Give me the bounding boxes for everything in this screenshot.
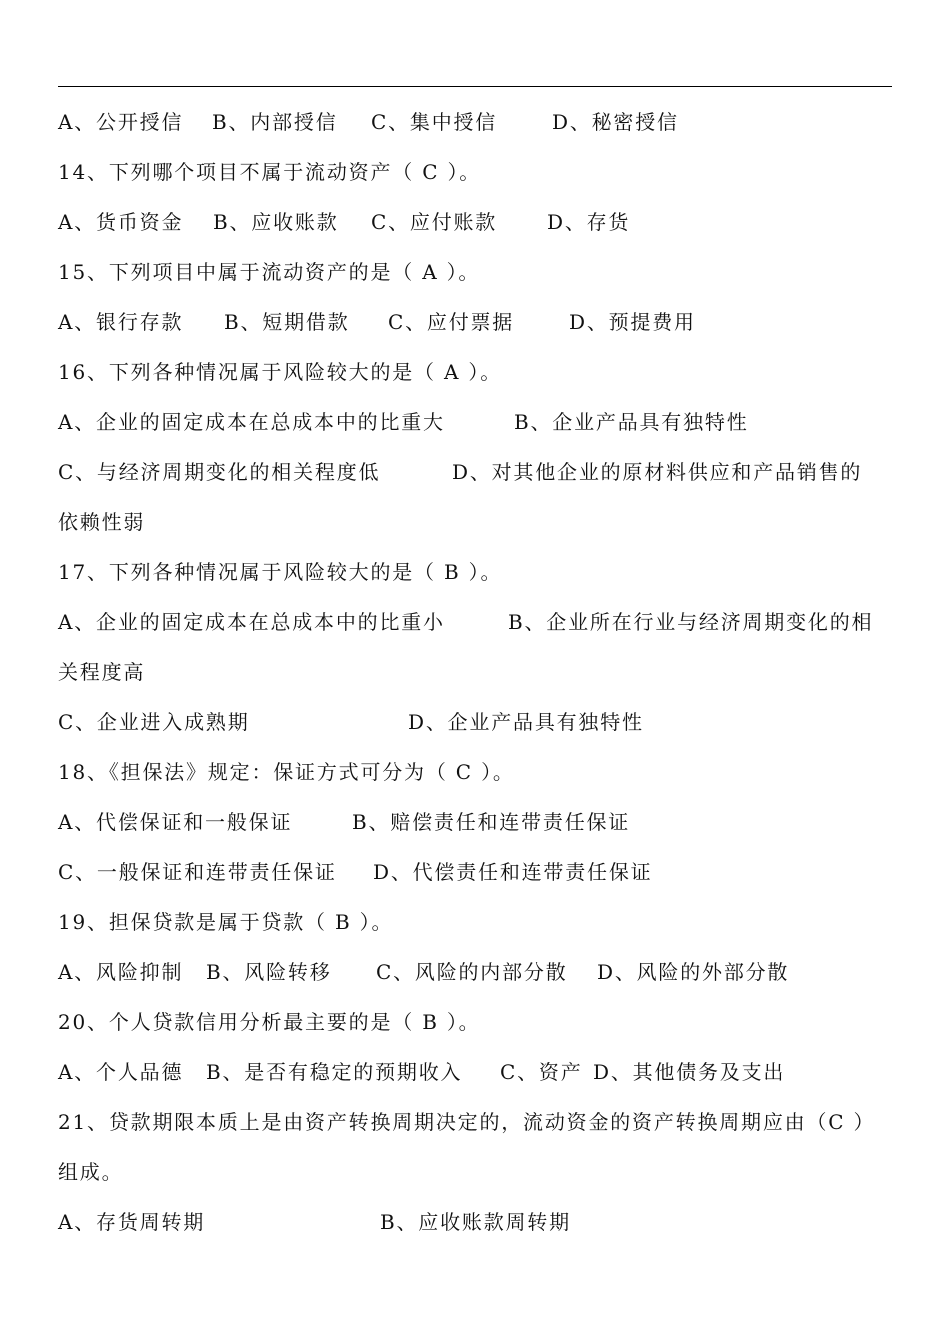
option-line xyxy=(58,1197,892,1247)
answer-option: C、风险的内部分散 xyxy=(376,960,568,984)
answer-option: A、个人品德 xyxy=(58,1060,184,1084)
header-rule xyxy=(58,86,892,87)
answer-option: D、代偿责任和连带责任保证 xyxy=(373,860,653,884)
question-text-line: 依赖性弱 xyxy=(58,510,146,534)
option-line xyxy=(58,597,892,647)
answer-option: D、预提费用 xyxy=(569,310,696,334)
document-body xyxy=(58,97,892,1247)
answer-option: A、公开授信 xyxy=(58,110,184,134)
answer-option: B、企业产品具有独特性 xyxy=(514,410,749,434)
option-line xyxy=(58,947,892,997)
question-text-line: 组成。 xyxy=(58,1160,124,1184)
option-line xyxy=(58,447,892,497)
answer-option: C、资产 xyxy=(500,1060,583,1084)
answer-option: A、货币资金 xyxy=(58,210,184,234)
answer-option: A、银行存款 xyxy=(58,310,184,334)
answer-option: A、风险抑制 xyxy=(58,960,184,984)
option-line xyxy=(58,297,892,347)
answer-option: D、存货 xyxy=(547,210,631,234)
answer-option: B、风险转移 xyxy=(206,960,332,984)
answer-option: C、企业进入成熟期 xyxy=(58,710,250,734)
answer-option: D、对其他企业的原材料供应和产品销售的 xyxy=(452,460,863,484)
answer-option: B、应收账款 xyxy=(213,210,339,234)
answer-option: B、内部授信 xyxy=(212,110,338,134)
answer-option: A、企业的固定成本在总成本中的比重小 xyxy=(58,610,445,634)
answer-option: C、应付账款 xyxy=(371,210,498,234)
answer-option: B、应收账款周转期 xyxy=(380,1210,571,1234)
question-text-line: 19、担保贷款是属于贷款（ B ）。 xyxy=(58,910,394,934)
option-line xyxy=(58,847,892,897)
option-line xyxy=(58,697,892,747)
answer-option: D、其他债务及支出 xyxy=(593,1060,786,1084)
question-text-line: 21、贷款期限本质上是由资产转换周期决定的，流动资金的资产转换周期应由（C ） xyxy=(58,1110,876,1134)
answer-option: B、企业所在行业与经济周期变化的相 xyxy=(508,610,874,634)
question-text-line: 15、下列项目中属于流动资产的是（ A ）。 xyxy=(58,260,481,284)
answer-option: B、短期借款 xyxy=(224,310,350,334)
answer-option: D、风险的外部分散 xyxy=(597,960,790,984)
option-line xyxy=(58,797,892,847)
answer-option: B、赔偿责任和连带责任保证 xyxy=(352,810,631,834)
option-line xyxy=(58,397,892,447)
question-text-line: 17、下列各种情况属于风险较大的是（ B ）。 xyxy=(58,560,503,584)
option-line xyxy=(58,197,892,247)
answer-option: D、企业产品具有独特性 xyxy=(408,710,644,734)
answer-option: C、与经济周期变化的相关程度低 xyxy=(58,460,381,484)
question-text-line: 16、下列各种情况属于风险较大的是（ A ）。 xyxy=(58,360,503,384)
answer-option: A、代偿保证和一般保证 xyxy=(58,810,293,834)
option-line xyxy=(58,1047,892,1097)
answer-option: C、一般保证和连带责任保证 xyxy=(58,860,337,884)
answer-option: C、集中授信 xyxy=(371,110,498,134)
question-text-line: 关程度高 xyxy=(58,660,146,684)
answer-option: B、是否有稳定的预期收入 xyxy=(206,1060,463,1084)
answer-option: A、企业的固定成本在总成本中的比重大 xyxy=(58,410,445,434)
answer-option: A、存货周转期 xyxy=(58,1210,206,1234)
answer-option: D、秘密授信 xyxy=(552,110,679,134)
question-text-line: 14、下列哪个项目不属于流动资产（ C ）。 xyxy=(58,160,482,184)
question-text-line: 20、个人贷款信用分析最主要的是（ B ）。 xyxy=(58,1010,481,1034)
question-text-line: 18、《担保法》规定：保证方式可分为（ C ）。 xyxy=(58,760,515,784)
answer-option: C、应付票据 xyxy=(388,310,515,334)
option-line xyxy=(58,97,892,147)
